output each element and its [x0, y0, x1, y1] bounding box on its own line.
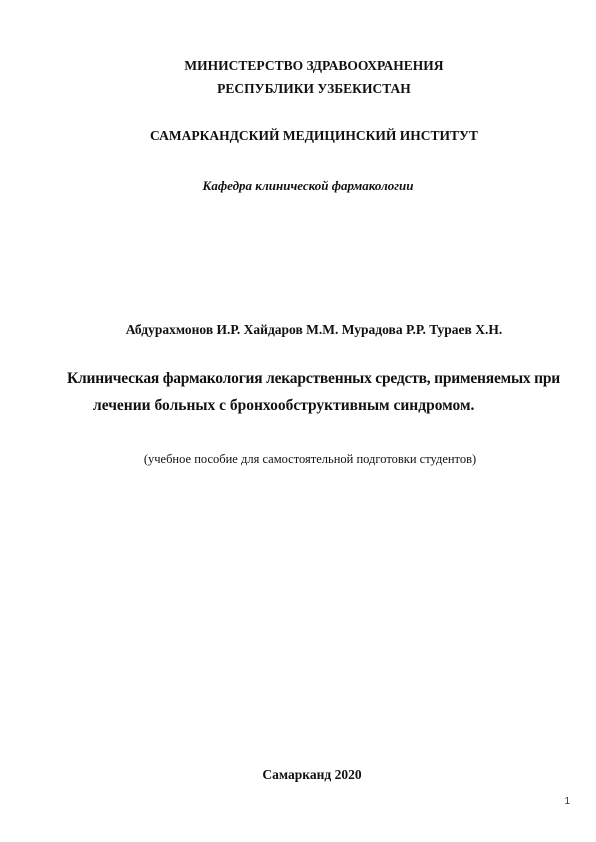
document-subtitle: (учебное пособие для самостоятельной подготовки студентов)	[143, 452, 477, 466]
document-title-line-1: Клиническая фармакология лекарственных средств, применяемых при	[67, 370, 561, 387]
institute-name: САМАРКАНДСКИЙ МЕДИЦИНСКИЙ ИНСТИТУТ	[150, 128, 478, 143]
city-and-year: Самарканд 2020	[262, 767, 362, 782]
ministry-name-line-1: МИНИСТЕРСТВО ЗДРАВООХРАНЕНИЯ	[184, 58, 444, 73]
authors-list: Абдурахмонов И.Р. Хайдаров М.М. Мурадова Р.Р. Тураев Х.Н.	[125, 322, 503, 337]
page-number: 1	[564, 796, 570, 807]
department-name: Кафедра клинической фармакологии	[202, 178, 414, 193]
document-title-line-2: лечении больных с бронхообструктивным синдромом.	[93, 397, 475, 414]
ministry-name-line-2: РЕСПУБЛИКИ УЗБЕКИСТАН	[217, 81, 411, 96]
